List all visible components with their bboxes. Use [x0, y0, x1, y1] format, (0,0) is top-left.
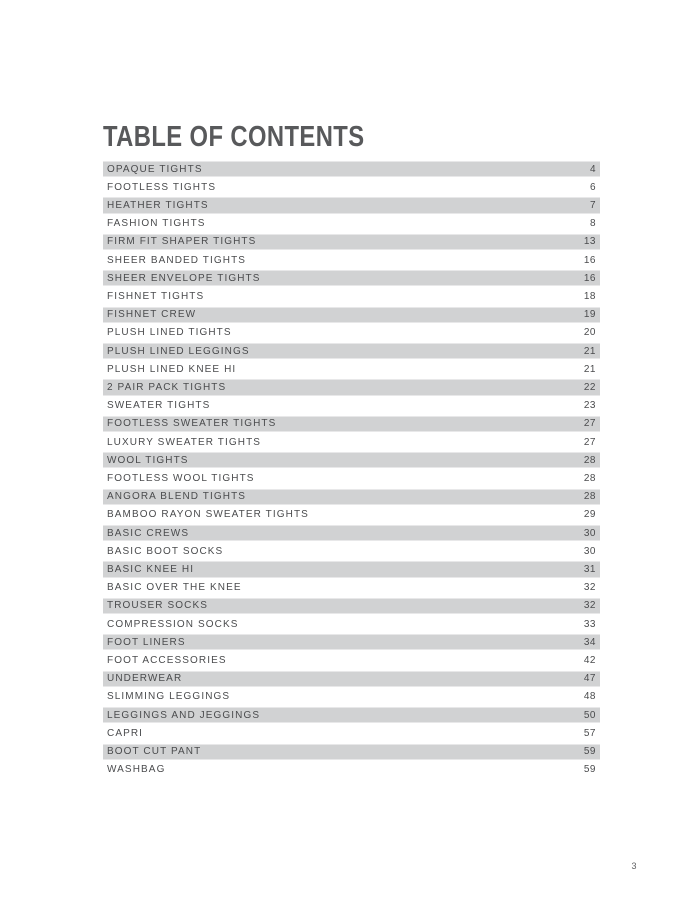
toc-entry-label: WOOL TIGHTS: [107, 454, 189, 466]
toc-entry-page-number: 27: [583, 418, 596, 430]
toc-entry-label: SHEER ENVELOPE TIGHTS: [107, 272, 261, 284]
toc-entry-label: BOOT CUT PANT: [107, 746, 202, 758]
toc-entry-page-number: 31: [583, 564, 596, 576]
page-title: TABLE OF CONTENTS: [103, 121, 365, 154]
toc-entry[interactable]: [103, 215, 600, 233]
toc-entry-page-number: 16: [583, 254, 596, 266]
toc-entry-page-number: 34: [583, 636, 596, 648]
toc-entry[interactable]: [103, 542, 600, 560]
toc-entry[interactable]: [103, 415, 600, 433]
toc-entry[interactable]: [103, 743, 600, 761]
toc-entry-label: FASHION TIGHTS: [107, 218, 206, 230]
toc-entry-page-number: 20: [583, 327, 596, 339]
toc-entry-label: SWEATER TIGHTS: [107, 400, 211, 412]
toc-entry-page-number: 27: [583, 436, 596, 448]
toc-entry[interactable]: [103, 706, 600, 724]
toc-entry[interactable]: [103, 251, 600, 269]
toc-entry-page-number: 8: [589, 218, 596, 230]
toc-entry-label: HEATHER TIGHTS: [107, 200, 209, 211]
toc-entry-label: LEGGINGS AND JEGGINGS: [107, 709, 261, 721]
toc-entry[interactable]: [103, 324, 600, 342]
toc-entry[interactable]: [103, 397, 600, 415]
toc-entry-label: BASIC BOOT SOCKS: [107, 545, 224, 557]
toc-entry-label: COMPRESSION SOCKS: [107, 618, 239, 630]
toc-entry-page-number: 50: [583, 709, 596, 721]
toc-entry-page-number: 23: [583, 400, 596, 412]
toc-entry-page-number: 30: [583, 527, 596, 539]
toc-entry[interactable]: [103, 488, 600, 506]
toc-entry-label: WASHBAG: [107, 764, 166, 776]
toc-entry[interactable]: [103, 360, 600, 378]
toc-entry-label: TROUSER SOCKS: [107, 600, 208, 612]
toc-entry-label: FOOTLESS WOOL TIGHTS: [107, 473, 255, 485]
toc-entry-label: LUXURY SWEATER TIGHTS: [107, 436, 262, 448]
toc-entry[interactable]: [103, 160, 600, 178]
toc-entry[interactable]: [103, 688, 600, 706]
toc-entry[interactable]: [103, 724, 600, 742]
toc-entry[interactable]: [103, 233, 600, 251]
toc-entry-label: BASIC CREWS: [107, 527, 190, 539]
toc-entry[interactable]: [103, 670, 600, 688]
toc-entry-page-number: 28: [583, 454, 596, 466]
toc-entry-page-number: 6: [589, 181, 596, 193]
toc-entry[interactable]: [103, 196, 600, 214]
toc-entry-page-number: 28: [583, 473, 596, 485]
toc-entry[interactable]: [103, 269, 600, 287]
toc-entry[interactable]: [103, 342, 600, 360]
toc-entry-label: SHEER BANDED TIGHTS: [107, 254, 247, 266]
toc-entry[interactable]: [103, 597, 600, 615]
toc-entry-page-number: 22: [583, 382, 596, 394]
toc-entry-label: 2 PAIR PACK TIGHTS: [107, 382, 227, 394]
toc-entry-label: UNDERWEAR: [107, 673, 183, 685]
toc-entry-page-number: 7: [589, 200, 596, 211]
toc-entry[interactable]: [103, 469, 600, 487]
toc-entry-label: PLUSH LINED LEGGINGS: [107, 345, 250, 357]
toc-entry-label: FISHNET TIGHTS: [107, 291, 205, 303]
toc-entry-label: PLUSH LINED TIGHTS: [107, 327, 232, 339]
toc-entry-page-number: 32: [583, 600, 596, 612]
toc-entry-page-number: 21: [583, 363, 596, 375]
toc-entry-page-number: 59: [583, 746, 596, 758]
toc-entry-page-number: 16: [583, 272, 596, 284]
toc-entry[interactable]: [103, 761, 600, 779]
toc-entry-label: FOOT LINERS: [107, 636, 186, 648]
toc-entry-page-number: 59: [583, 764, 596, 776]
toc-entry-page-number: 32: [583, 582, 596, 594]
toc-entry-page-number: 42: [583, 655, 596, 667]
toc-entry[interactable]: [103, 651, 600, 669]
toc-entry[interactable]: [103, 306, 600, 324]
toc-entry-page-number: 4: [589, 163, 596, 175]
page-number: 3: [631, 861, 637, 871]
toc-entry-page-number: 21: [583, 345, 596, 357]
toc-entry[interactable]: [103, 506, 600, 524]
toc-entry-label: FOOTLESS TIGHTS: [107, 181, 217, 193]
toc-entry[interactable]: [103, 524, 600, 542]
toc-entry-label: BAMBOO RAYON SWEATER TIGHTS: [107, 509, 309, 521]
toc-entry-label: BASIC OVER THE KNEE: [107, 582, 242, 594]
toc-entry[interactable]: [103, 633, 600, 651]
toc-entry-label: BASIC KNEE HI: [107, 564, 195, 576]
toc-entry[interactable]: [103, 560, 600, 578]
toc-entry-page-number: 13: [583, 236, 596, 248]
toc-entry[interactable]: [103, 579, 600, 597]
toc-entry[interactable]: [103, 433, 600, 451]
toc-entry[interactable]: [103, 451, 600, 469]
toc-entry-page-number: 33: [583, 618, 596, 630]
toc-entry-label: OPAQUE TIGHTS: [107, 163, 203, 175]
toc-entry-label: FOOTLESS SWEATER TIGHTS: [107, 418, 277, 430]
toc-entry-label: SLIMMING LEGGINGS: [107, 691, 231, 703]
toc-entry-label: FOOT ACCESSORIES: [107, 655, 227, 667]
toc-entry-label: FIRM FIT SHAPER TIGHTS: [107, 236, 257, 248]
toc-entry-label: FISHNET CREW: [107, 309, 197, 321]
toc-entry[interactable]: [103, 287, 600, 305]
toc-entry-page-number: 48: [583, 691, 596, 703]
toc-entry-page-number: 57: [583, 727, 596, 739]
toc-entry-page-number: 28: [583, 491, 596, 503]
toc-entry-page-number: 30: [583, 545, 596, 557]
toc-entry-page-number: 47: [583, 673, 596, 685]
toc-entry[interactable]: [103, 615, 600, 633]
toc-entry-page-number: 29: [583, 509, 596, 521]
toc-entry[interactable]: [103, 378, 600, 396]
toc-entry-label: CAPRI: [107, 727, 144, 739]
toc-entry-label: ANGORA BLEND TIGHTS: [107, 491, 247, 503]
toc-entry[interactable]: [103, 178, 600, 196]
toc-entry-page-number: 18: [583, 291, 596, 303]
toc-entry-label: PLUSH LINED KNEE HI: [107, 363, 237, 375]
toc-entry-page-number: 19: [583, 309, 596, 321]
toc-list: [103, 160, 600, 779]
